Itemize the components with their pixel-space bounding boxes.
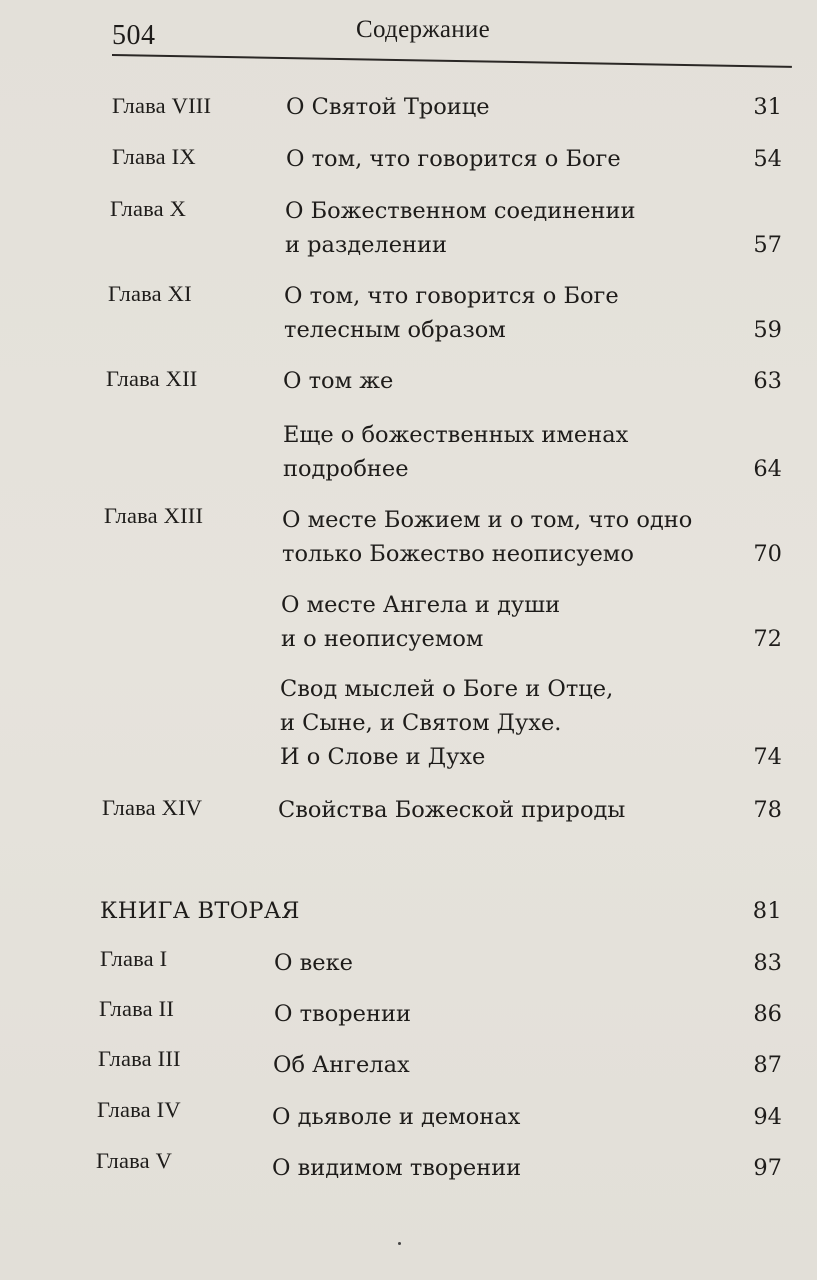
entry-title: О видимом творении [272,1155,522,1181]
entry-page: 70 [753,541,782,567]
chapter-label: Глава XII [106,366,198,391]
dot-leader [494,96,750,116]
dot-leader [357,952,749,972]
entry-page: 57 [753,232,782,258]
toc-line [285,228,782,262]
entry-page: 31 [753,94,782,120]
entry-title-line: Свод мыслей о Боге и Отце, [280,676,614,702]
dot-leader [625,148,750,168]
entry-title: О дьяволе и демонах [272,1104,521,1130]
entry-page: 97 [753,1155,782,1181]
header-rule [112,54,792,68]
entry-title-line: О Божественном соединении [285,198,636,224]
book-page-number: 81 [752,898,782,924]
chapter-label: Глава XIV [102,795,203,820]
toc-line [280,740,782,774]
entry-page: 74 [753,744,782,770]
entry-title: И о Слове и Духе [280,744,486,770]
toc-line [284,313,782,347]
section-title: Содержание [356,16,490,43]
entry-title-line: О том, что говорится о Боге [284,283,619,309]
entry-title-line: и Сыне, и Святом Духе. [280,710,562,736]
entry-page: 78 [753,797,782,823]
entry-title: О том же [283,368,394,394]
entry-title-line: Еще о божественных именах [283,422,629,448]
entry-title: О творении [274,1001,411,1027]
dot-leader [524,1106,749,1126]
toc-line [283,364,782,398]
entry-title: Свойства Божеской природы [278,797,626,823]
entry-page: 59 [753,317,782,343]
dot-leader [414,1054,750,1074]
toc-entry [285,194,782,262]
entry-page: 83 [753,950,782,976]
toc-line [281,622,782,656]
chapter-label: Глава I [100,946,168,971]
entry-title-line: О месте Божием и о том, что одно [282,507,693,533]
running-head [112,14,772,54]
dot-leader [525,1157,749,1177]
book-two-heading [100,894,782,928]
toc-line [272,1151,782,1185]
entry-title: Об Ангелах [273,1052,410,1078]
entry-page: 63 [753,368,782,394]
toc-line [273,1048,782,1082]
entry-title: О веке [274,950,353,976]
chapter-label: Глава VIII [112,93,212,118]
toc-line [282,537,782,571]
entry-page: 54 [753,146,782,172]
entry-title: О Святой Троице [286,94,490,120]
chapter-label: Глава X [110,196,187,221]
toc-entry [286,90,782,124]
chapter-label: Глава V [96,1148,173,1173]
toc-entry [283,364,782,398]
toc-line [278,793,782,827]
toc-entry [284,279,782,347]
toc-entry [280,672,782,774]
toc-entry [273,1048,782,1082]
book-title: КНИГА ВТОРАЯ [100,898,300,924]
chapter-label: Глава XIII [104,503,204,528]
entry-page: 64 [753,456,782,482]
dot-leader [489,746,749,766]
toc-entry [272,1100,782,1134]
chapter-label: Глава II [99,996,175,1021]
dot-leader [413,458,750,478]
toc-entry [281,588,782,656]
chapter-label: Глава IX [112,144,196,169]
toc-entry [278,793,782,827]
toc-line [274,997,782,1031]
entry-title: О том, что говорится о Боге [286,146,621,172]
dot-leader [629,799,749,819]
entry-title: и о неописуемом [281,626,484,652]
entry-title: подробнее [283,456,409,482]
chapter-label: Глава XI [108,281,192,306]
entry-title-line: О месте Ангела и души [281,592,561,618]
dot-leader [638,543,750,563]
toc-line [283,452,782,486]
dot-leader [397,370,749,390]
toc-entry [272,1151,782,1185]
toc-line [274,946,782,980]
toc-line [100,894,782,928]
print-speck [398,1242,401,1245]
toc-entry [283,418,782,486]
toc-entry [274,946,782,980]
dot-leader [451,234,749,254]
toc-line [272,1100,782,1134]
chapter-label: Глава IV [97,1097,181,1122]
entry-page: 94 [753,1104,782,1130]
entry-title: телесным образом [284,317,506,343]
dot-leader [304,900,749,920]
page-number: 504 [112,20,156,51]
entry-title: только Божество неописуемо [282,541,634,567]
entry-page: 86 [753,1001,782,1027]
toc-entry [286,142,782,176]
toc-entry [282,503,782,571]
dot-leader [487,628,749,648]
toc-line [286,90,782,124]
toc-line [286,142,782,176]
toc-entry [274,997,782,1031]
entry-page: 87 [753,1052,782,1078]
chapter-label: Глава III [98,1046,181,1071]
entry-title: и разделении [285,232,448,258]
dot-leader [415,1003,749,1023]
entry-page: 72 [753,626,782,652]
dot-leader [510,319,750,339]
